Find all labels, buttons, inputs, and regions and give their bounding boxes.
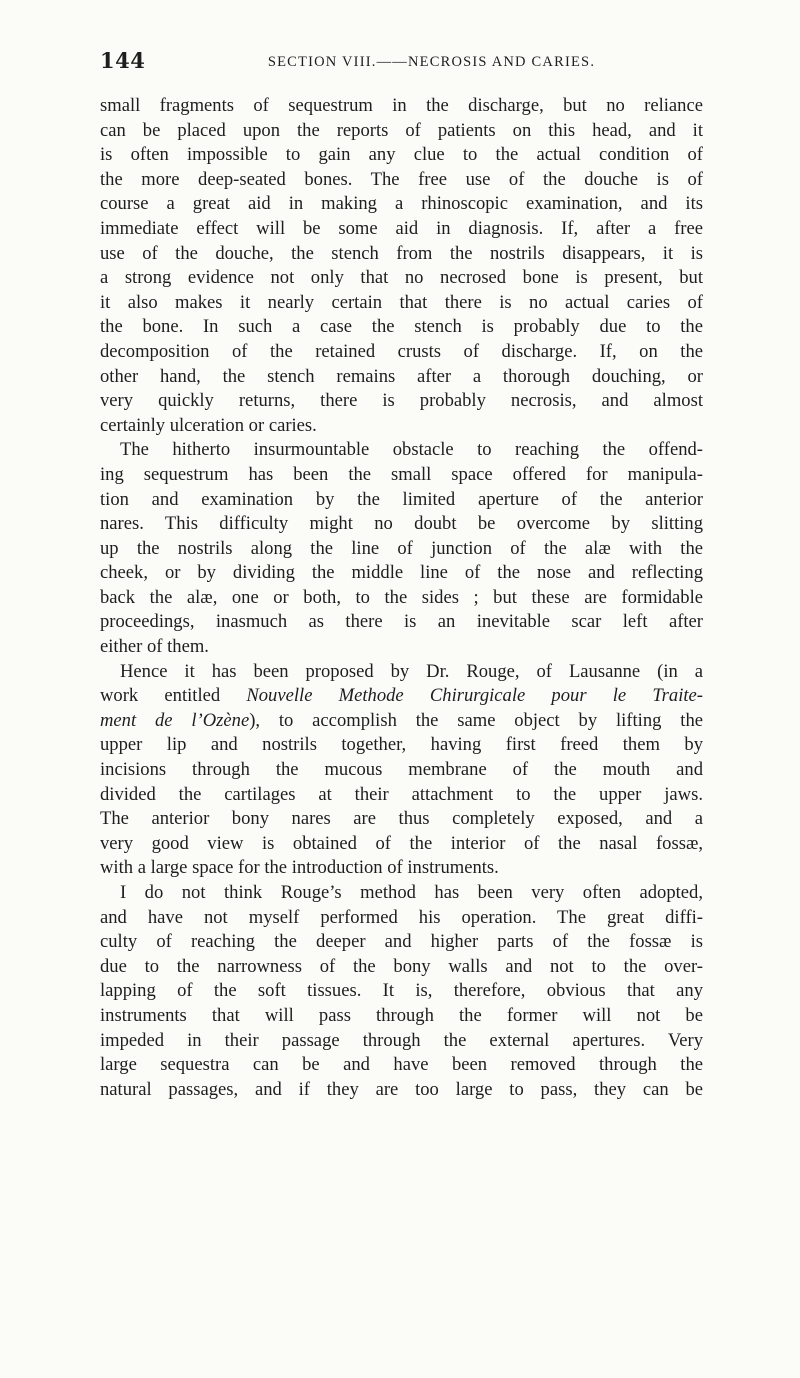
text-line: use of the douche, the stench from the nostrils disappears, it is xyxy=(100,242,703,264)
text-line: culty of reaching the deeper and higher parts of the fossæ is xyxy=(100,931,703,953)
text-line: tion and examination by the limited aperture of the anterior xyxy=(100,488,703,510)
text-line: I do not think Rouge’s method has been very often adopted, xyxy=(120,882,703,903)
text-line: instruments that will pass through the former will not be xyxy=(100,1004,703,1026)
text-line: either of them. xyxy=(100,636,209,658)
text-line: lapping of the soft tissues. It is, therefore, obvious that any xyxy=(100,980,703,1002)
text-line: impeded in their passage through the external apertures. Very xyxy=(100,1029,703,1051)
text-line: divided the cartilages at their attachment to the upper jaws. xyxy=(100,783,703,805)
text-line: the more deep-seated bones. The free use of the douche is of xyxy=(100,168,703,190)
text-line: large sequestra can be and have been removed through the xyxy=(100,1054,703,1076)
text-line: immediate effect will be some aid in diagnosis. If, after a free xyxy=(100,217,703,239)
text-line: very good view is obtained of the interior of the nasal fossæ, xyxy=(100,832,703,854)
text-line: small fragments of sequestrum in the discharge, but no reliance xyxy=(100,95,703,116)
page-number: 144 xyxy=(100,48,146,73)
text-line: due to the narrowness of the bony walls and not to the over- xyxy=(100,955,703,977)
text-line xyxy=(100,709,703,734)
text-line: cheek, or by dividing the middle line of the nose and reflecting xyxy=(100,562,703,584)
text-fragment: work entitled xyxy=(100,685,247,707)
paragraph-2 xyxy=(100,438,703,659)
paragraph-3 xyxy=(100,660,703,881)
text-line: with a large space for the introduction of instruments. xyxy=(100,857,499,879)
paragraph-4 xyxy=(100,881,703,1102)
text-line: course a great aid in making a rhinoscopic examination, and its xyxy=(100,193,703,215)
text-line: back the alæ, one or both, to the sides ; but these are formidable xyxy=(100,586,703,608)
text-line: can be placed upon the reports of patients on this head, and it xyxy=(100,119,703,141)
text-line: very quickly returns, there is probably necrosis, and almost xyxy=(100,390,703,412)
text-line: natural passages, and if they are too large to pass, they can be xyxy=(100,1078,703,1100)
work-title: ment de l’Ozène xyxy=(100,709,250,731)
text-line: proceedings, inasmuch as there is an inevitable scar left after xyxy=(100,611,703,633)
text-line: other hand, the stench remains after a thorough douching, or xyxy=(100,365,703,387)
text-line: up the nostrils along the line of junction of the alæ with the xyxy=(100,537,703,559)
text-line: it also makes it nearly certain that there is no actual caries of xyxy=(100,291,703,313)
paragraph-1 xyxy=(100,94,703,438)
work-title: Nouvelle Methode Chirurgicale pour le Traite- xyxy=(246,685,703,707)
text-fragment: ), to accomplish the same object by lifting the xyxy=(249,709,703,731)
text-line: incisions through the mucous membrane of the mouth and xyxy=(100,759,703,781)
text-line: is often impossible to gain any clue to the actual condition of xyxy=(100,144,703,166)
text-line: decomposition of the retained crusts of discharge. If, on the xyxy=(100,340,703,362)
text-line: The anterior bony nares are thus completely exposed, and a xyxy=(100,808,703,830)
text-line: Hence it has been proposed by Dr. Rouge, of Lausanne (in a xyxy=(120,660,703,682)
running-head xyxy=(100,48,703,78)
text-line xyxy=(100,684,703,709)
text-line: certainly ulceration or caries. xyxy=(100,414,317,436)
text-line: and have not myself performed his operation. The great diffi- xyxy=(100,906,703,928)
text-line: nares. This difficulty might no doubt be overcome by slitting xyxy=(100,513,703,535)
section-title: SECTION VIII.——NECROSIS AND CARIES. xyxy=(267,54,596,70)
text-line: a strong evidence not only that no necrosed bone is present, but xyxy=(100,267,703,289)
book-page xyxy=(100,48,703,1102)
text-line: the bone. In such a case the stench is probably due to the xyxy=(100,316,703,338)
text-line: upper lip and nostrils together, having first freed them by xyxy=(100,734,703,756)
text-line: The hitherto insurmountable obstacle to reaching the offend- xyxy=(120,439,703,461)
text-line: ing sequestrum has been the small space offered for manipula- xyxy=(100,463,703,485)
